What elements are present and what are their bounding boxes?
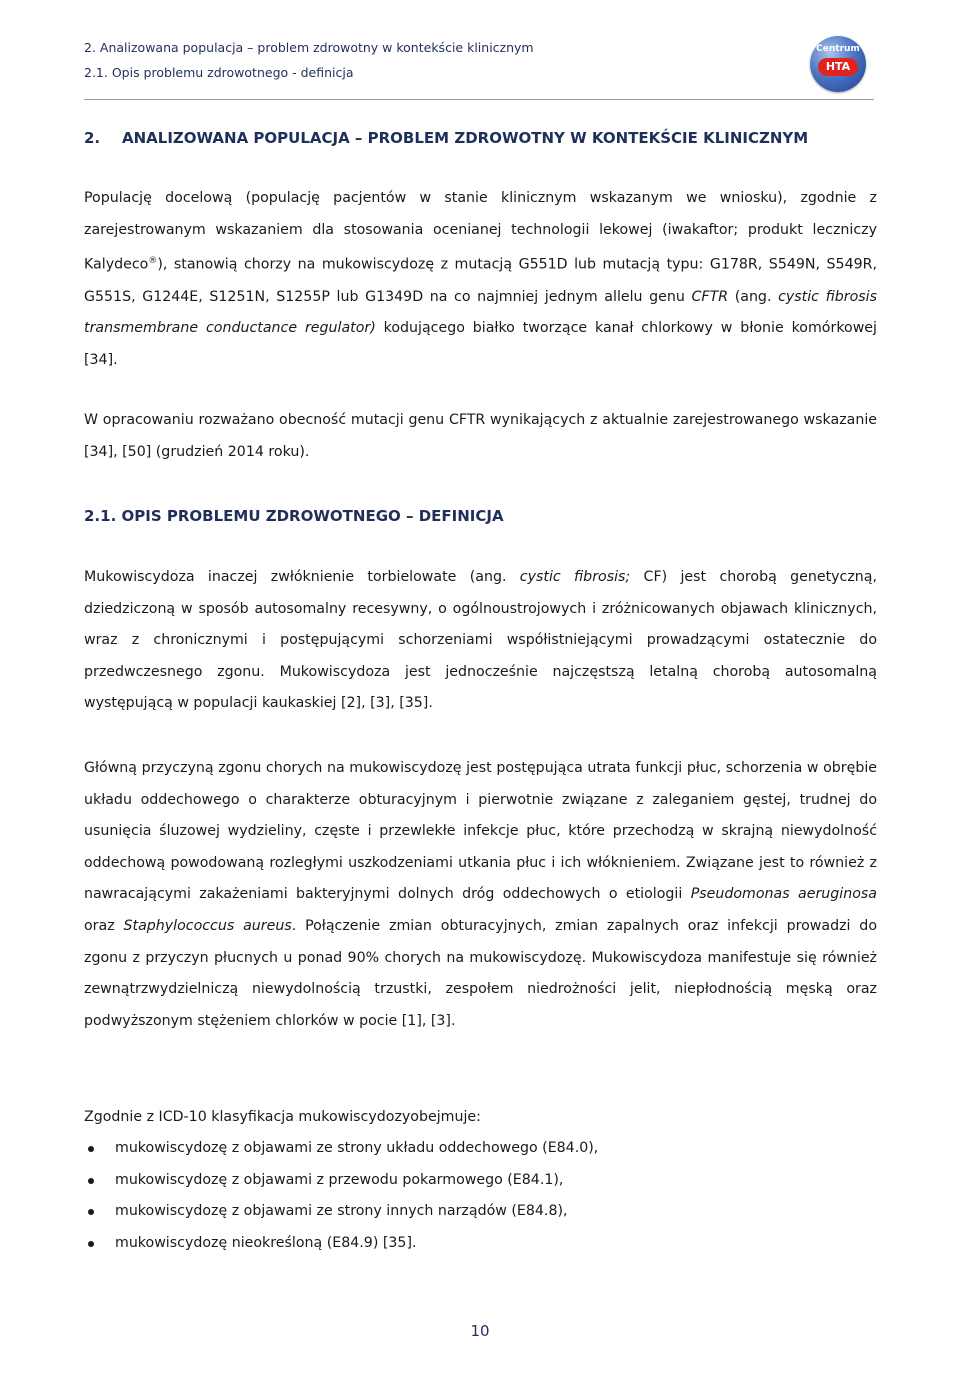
subsection-title: OPIS PROBLEMU ZDROWOTNEGO – DEFINICJA (121, 507, 504, 525)
centrum-hta-logo (810, 36, 866, 92)
list-item-text: mukowiscydozę nieokreśloną (E84.9) [35]. (115, 1234, 417, 1251)
icd10-list (84, 1133, 877, 1259)
running-header (84, 36, 874, 102)
paragraph-target-population (84, 183, 877, 376)
logo-text-bottom: HTA (818, 58, 858, 76)
section-heading (84, 128, 877, 148)
header-chapter-title: 2. Analizowana populacja – problem zdrowotny w kontekście klinicznym (84, 40, 534, 55)
english-term: cystic fibrosis transmembrane conductance regulator) (84, 288, 877, 337)
list-item (84, 1165, 877, 1197)
list-item-text: mukowiscydozę z objawami ze strony układu oddechowego (E84.0), (115, 1140, 599, 1156)
bacteria-name: Staphylococcus aureus (123, 917, 292, 934)
text-run: Populację docelową (populację pacjentów w stanie klinicznym wskazanym we wniosku), zgodnie z zarejestrowanym wskazaniem dla stosowania ocenianej technologii lekowej (iwakaftor; produkt leczniczy Kalydeco (84, 190, 877, 273)
text-run: (ang. (728, 288, 779, 305)
bullet-icon (88, 1146, 94, 1152)
text-run: oraz (84, 917, 124, 934)
text-run: Mukowiscydoza inaczej zwłóknienie torbielowate (ang. (84, 569, 520, 585)
gene-name: CFTR (691, 288, 729, 305)
text-run: CF) jest chorobą genetyczną, dziedziczoną w sposób autosomalny recesywny, o ogólnoustrojowych i zróżnicowanych objawach klinicznych, wraz z chronicznymi i postępującymi schorzeniami współistniejącymi prowadzącymi ostatecznie do przedwczesnego zgonu. Mukowiscydoza jest jednocześnie najczęstszą letalną chorobą autosomalną występującą w populacji kaukaskiej [2], [3], [35]. (84, 569, 878, 712)
bacteria-name: Pseudomonas aeruginosa (690, 886, 877, 903)
section-title: ANALIZOWANA POPULACJA – PROBLEM ZDROWOTNY W KONTEKŚCIE KLINICZNYM (122, 129, 809, 147)
logo-text-top: Centrum (816, 44, 860, 54)
header-section-title: 2.1. Opis problemu zdrowotnego - definicja (84, 65, 354, 80)
header-divider (84, 99, 874, 100)
list-item (84, 1133, 877, 1165)
bullet-icon (88, 1209, 94, 1215)
list-item-text: mukowiscydozę z objawami ze strony innych narządów (E84.8), (115, 1203, 568, 1220)
subsection-heading (84, 506, 877, 526)
text-run: . Połączenie zmian obturacyjnych, zmian zapalnych oraz infekcji prowadzi do zgonu z przyczyn płucnych u ponad 90% chorych na mukowiscydozę. Mukowiscydoza manifestuje się również zewnątrzwydzielniczą niewydolnością trzustki, zespołem niedrożności jelit, niepłodnością męską oraz podwyższonym stężeniem chlorków w pocie [1], [3]. (84, 917, 877, 1029)
paragraph-cause-of-death (84, 753, 877, 1037)
paragraph-definition (84, 562, 877, 720)
registered-mark: ® (148, 256, 158, 267)
bullet-icon (88, 1241, 94, 1247)
subsection-number: 2.1. (84, 507, 117, 525)
english-term: cystic fibrosis; (519, 569, 631, 585)
text-run: ), stanowią chorzy na mukowiscydozę z mutacją G551D lub mutacją typu: G178R, S549N, S549R, G551S, G1244E, S1251N, S1255P lub G1349D na co najmniej jednym allelu genu (84, 256, 877, 305)
list-item-text: mukowiscydozę z objawami z przewodu pokarmowego (E84.1), (115, 1171, 564, 1188)
paragraph-cftr-mutations: W opracowaniu rozważano obecność mutacji genu CFTR wynikających z aktualnie zarejestrowanego wskazanie [34], [50] (grudzień 2014 roku). (84, 412, 877, 460)
list-item (84, 1228, 877, 1260)
page-number: 10 (470, 1322, 490, 1340)
text-run: Główną przyczyną zgonu chorych na mukowiscydozę jest postępująca utrata funkcji płuc, schorzenia w obrębie układu oddechowego o charakterze obturacyjnym i pierwotnie związane z zaleganiem gęstej, trudnej do usunięcia śluzowej wydzieliny, częste i przewlekłe infekcje płuc, które przechodzą w skrajną niewydolność oddechową powodowaną rozległymi uszkodzeniami utkania płuc i ich włóknieniem. Związane jest to również z nawracającymi zakażeniami bakteryjnymi dolnych dróg oddechowych o etiologii (84, 760, 877, 903)
list-item (84, 1196, 877, 1228)
section-number: 2. (84, 129, 101, 147)
paragraph-icd10-intro: Zgodnie z ICD-10 klasyfikacja mukowiscydozyobejmuje: (84, 1109, 481, 1125)
bullet-icon (88, 1178, 94, 1184)
text-run: kodującego białko tworzące kanał chlorkowy w błonie komórkowej [34]. (84, 320, 877, 368)
